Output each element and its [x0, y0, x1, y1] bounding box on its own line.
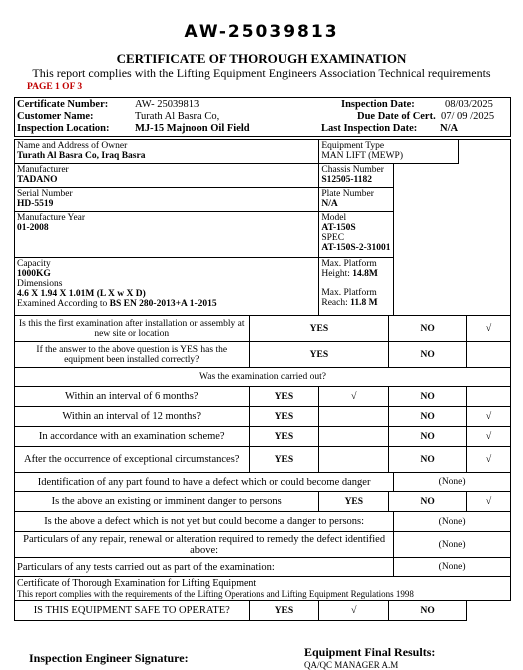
cert-number-value: AW- 25039813: [135, 99, 200, 110]
q-exam-scheme: In accordance with an examination scheme?: [15, 427, 250, 447]
equip-type-value: MAN LIFT (MEWP): [321, 151, 403, 161]
no-cell: NO: [389, 407, 467, 427]
no-cell: NO: [389, 601, 467, 621]
q-future-defect: Is the above a defect which is not yet but could become a danger to persons:: [15, 512, 394, 532]
examined-standard: BS EN 280-2013+A 1-2015: [109, 299, 217, 309]
certificate-info-box: [14, 97, 511, 137]
no-cell: NO: [389, 492, 467, 512]
final-results-partial: QA/QC MANAGER A.M: [304, 660, 399, 670]
q-installed-correctly: If the answer to the above question is YES has the equipment been installed correctly?: [15, 342, 250, 368]
equip-type-label: Equipment Type: [321, 141, 385, 151]
model-value: AT-150S: [321, 223, 356, 233]
regulation-title: Certificate of Thorough Examination for Lifting Equipment: [17, 578, 257, 589]
tick-mark: √: [319, 387, 389, 407]
tick-mark: √: [467, 447, 511, 473]
q-defect-id: Identification of any part found to have a defect which or could become danger: [15, 473, 394, 492]
plate-label: Plate Number: [321, 189, 374, 199]
location-label: Inspection Location:: [17, 123, 110, 134]
inspection-date-value: 08/03/2025: [445, 99, 493, 110]
no-cell: NO: [389, 387, 467, 407]
q-safe-to-operate: IS THIS EQUIPMENT SAFE TO OPERATE?: [15, 601, 250, 621]
q-repair-particulars: Particulars of any repair, renewal or alteration required to remedy the defect identified above:: [15, 532, 394, 558]
spec-value: AT-150S-2-31001: [321, 243, 391, 253]
chassis-value: S12505-1182: [321, 175, 373, 185]
location-value: MJ-15 Majnoon Oil Field: [135, 123, 250, 134]
capacity-value: 1000KG: [17, 269, 51, 279]
q-tests-particulars: Particulars of any tests carried out as part of the examination:: [15, 558, 394, 577]
yes-cell: YES: [249, 601, 319, 621]
none-cell: (None): [394, 473, 511, 492]
yes-cell: YES: [249, 447, 319, 473]
owner-value: Turath Al Basra Co, Iraq Basra: [17, 151, 146, 161]
manufacturer-value: TADANO: [17, 175, 58, 185]
no-cell: NO: [389, 342, 467, 368]
none-cell: (None): [394, 532, 511, 558]
cert-number-label: Certificate Number:: [17, 99, 109, 110]
yes-cell: YES: [249, 387, 319, 407]
tick-mark: √: [319, 601, 389, 621]
q-exam-carried-out: Was the examination carried out?: [15, 368, 511, 387]
q-interval-6: Within an interval of 6 months?: [15, 387, 250, 407]
manufacturer-label: Manufacturer: [17, 165, 69, 175]
serial-label: Serial Number: [17, 189, 73, 199]
height-value: 14.8M: [352, 269, 378, 279]
last-date-value: N/A: [440, 123, 459, 134]
tick-mark: √: [467, 427, 511, 447]
examination-table: [14, 139, 511, 621]
yes-cell: YES: [249, 427, 319, 447]
height-label: Max. Platform Height:: [321, 259, 377, 279]
plate-value: N/A: [321, 199, 338, 209]
year-label: Manufacture Year: [17, 213, 86, 223]
no-cell: NO: [389, 427, 467, 447]
chassis-label: Chassis Number: [321, 165, 384, 175]
reach-value: 11.8 M: [350, 298, 378, 308]
tick-mark: √: [467, 492, 511, 512]
yes-cell: YES: [319, 492, 389, 512]
dimensions-label: Dimensions: [17, 279, 63, 289]
customer-label: Customer Name:: [17, 111, 94, 122]
yes-cell: YES: [249, 407, 319, 427]
last-date-label: Last Inspection Date:: [321, 123, 418, 134]
yes-cell: YES: [249, 316, 389, 342]
tick-mark: √: [467, 407, 511, 427]
regulation-text: This report complies with the requirements of the Lifting Operations and Lifting Equipment Regulations 1998: [17, 589, 414, 599]
capacity-label: Capacity: [17, 259, 51, 269]
none-cell: (None): [394, 558, 511, 577]
document-title: CERTIFICATE OF THOROUGH EXAMINATION: [116, 51, 407, 66]
q-exceptional: After the occurrence of exceptional circumstances?: [15, 447, 250, 473]
due-date-label: Due Date of Cert.: [357, 111, 436, 122]
q-interval-12: Within an interval of 12 months?: [15, 407, 250, 427]
tick-mark: √: [467, 316, 511, 342]
examined-label: Examined According to: [17, 299, 108, 309]
dimensions-value: 4.6 X 1.94 X 1.01M (L X w X D): [17, 289, 146, 299]
model-label: Model: [321, 213, 347, 223]
page-indicator: PAGE 1 OF 3: [27, 82, 83, 92]
final-results-label: Equipment Final Results:: [304, 645, 436, 659]
year-value: 01-2008: [17, 223, 49, 233]
reach-label: Max. Platform Reach:: [321, 288, 377, 308]
due-date-value: 07/ 09 /2025: [441, 111, 495, 122]
customer-value: Turath Al Basra Co,: [135, 111, 220, 122]
inspection-date-label: Inspection Date:: [341, 99, 415, 110]
document-subtitle: This report complies with the Lifting Equipment Engineers Association Technical requirements: [32, 66, 491, 80]
q-imminent-danger: Is the above an existing or imminent danger to persons: [15, 492, 319, 512]
signature-label: Inspection Engineer Signature:: [29, 651, 189, 665]
no-cell: NO: [389, 316, 467, 342]
q-first-exam: Is this the first examination after installation or assembly at new site or location: [15, 316, 250, 342]
owner-label: Name and Address of Owner: [17, 141, 128, 151]
yes-cell: YES: [249, 342, 389, 368]
serial-value: HD-5519: [17, 199, 54, 209]
none-cell: (None): [394, 512, 511, 532]
no-cell: NO: [389, 447, 467, 473]
certificate-code: AW-25039813: [184, 22, 339, 42]
spec-label: SPEC: [321, 233, 345, 243]
